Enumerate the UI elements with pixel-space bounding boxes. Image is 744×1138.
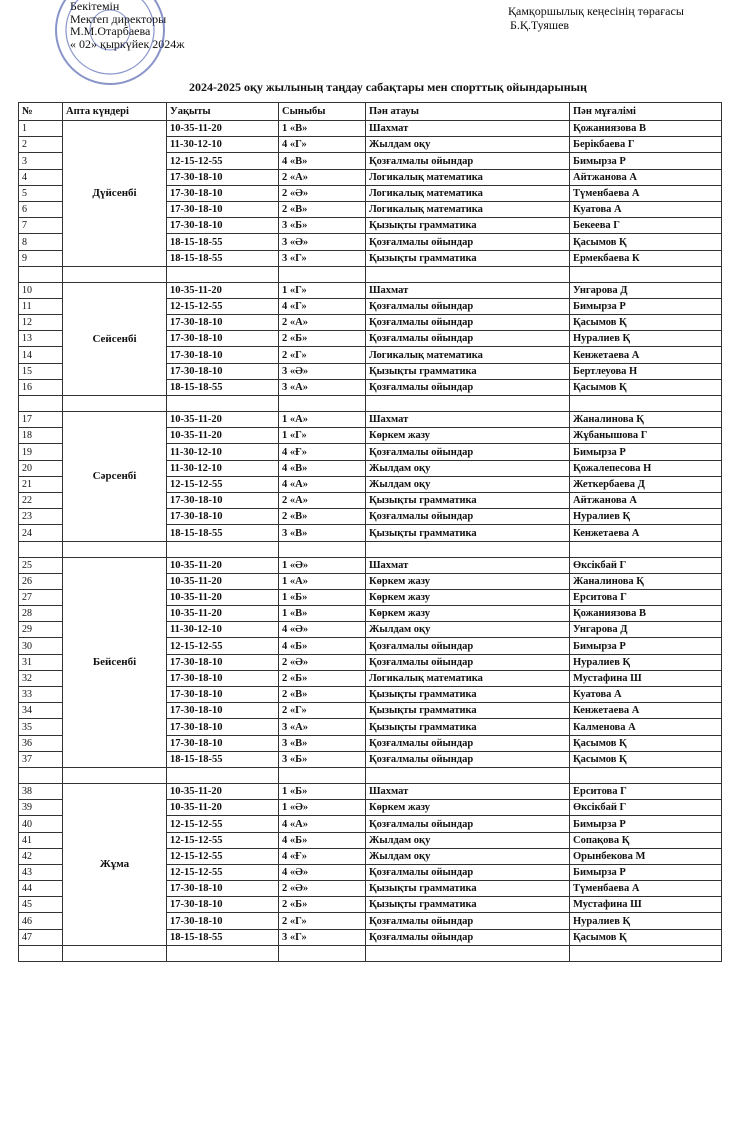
class-cell: 4 «Г»	[279, 298, 366, 314]
empty-cell	[279, 396, 366, 412]
teacher-cell: Берікбаева Г	[570, 137, 722, 153]
empty-cell	[570, 767, 722, 783]
teacher-cell: Нуралиев Қ	[570, 509, 722, 525]
weekday-cell: Жұма	[63, 783, 167, 945]
teacher-cell: Кенжетаева А	[570, 525, 722, 541]
empty-cell	[366, 945, 570, 961]
table-row	[19, 412, 722, 428]
teacher-cell: Жаналинова Қ	[570, 412, 722, 428]
subject-cell: Жылдам оқу	[366, 848, 570, 864]
teacher-cell: Сопақова Қ	[570, 832, 722, 848]
class-cell: 3 «Б»	[279, 751, 366, 767]
subject-cell: Көркем жазу	[366, 606, 570, 622]
subject-cell: Қозғалмалы ойындар	[366, 913, 570, 929]
row-number: 30	[19, 638, 63, 654]
time-cell: 12-15-12-55	[167, 848, 279, 864]
class-cell: 3 «Ә»	[279, 363, 366, 379]
teacher-cell: Қасымов Қ	[570, 315, 722, 331]
separator-row	[19, 266, 722, 282]
subject-cell: Қызықты грамматика	[366, 687, 570, 703]
subject-cell: Қозғалмалы ойындар	[366, 298, 570, 314]
time-cell: 10-35-11-20	[167, 783, 279, 799]
subject-cell: Қозғалмалы ойындар	[366, 331, 570, 347]
row-number: 33	[19, 687, 63, 703]
time-cell: 11-30-12-10	[167, 622, 279, 638]
time-cell: 17-30-18-10	[167, 201, 279, 217]
subject-cell: Қозғалмалы ойындар	[366, 379, 570, 395]
row-number: 12	[19, 315, 63, 331]
time-cell: 10-35-11-20	[167, 412, 279, 428]
row-number: 4	[19, 169, 63, 185]
subject-cell: Қозғалмалы ойындар	[366, 929, 570, 945]
time-cell: 18-15-18-55	[167, 234, 279, 250]
teacher-cell: Қожалепесова Н	[570, 460, 722, 476]
teacher-cell: Жеткербаева Д	[570, 476, 722, 492]
time-cell: 17-30-18-10	[167, 913, 279, 929]
subject-cell: Қозғалмалы ойындар	[366, 638, 570, 654]
row-number: 15	[19, 363, 63, 379]
teacher-cell: Бекеева Г	[570, 218, 722, 234]
teacher-cell: Қасымов Қ	[570, 379, 722, 395]
separator-row	[19, 767, 722, 783]
teacher-cell: Унгарова Д	[570, 622, 722, 638]
empty-cell	[570, 396, 722, 412]
empty-cell	[366, 767, 570, 783]
class-cell: 4 «А»	[279, 816, 366, 832]
row-number: 22	[19, 492, 63, 508]
teacher-cell: Өксікбай Г	[570, 557, 722, 573]
time-cell: 12-15-12-55	[167, 298, 279, 314]
teacher-cell: Қасымов Қ	[570, 751, 722, 767]
subject-cell: Логикалық математика	[366, 347, 570, 363]
row-number: 29	[19, 622, 63, 638]
class-cell: 4 «Б»	[279, 832, 366, 848]
time-cell: 10-35-11-20	[167, 606, 279, 622]
separator-row	[19, 541, 722, 557]
time-cell: 17-30-18-10	[167, 347, 279, 363]
row-number: 20	[19, 460, 63, 476]
subject-cell: Қызықты грамматика	[366, 250, 570, 266]
teacher-cell: Түменбаева А	[570, 881, 722, 897]
subject-cell: Қызықты грамматика	[366, 363, 570, 379]
time-cell: 12-15-12-55	[167, 816, 279, 832]
time-cell: 11-30-12-10	[167, 137, 279, 153]
subject-cell: Қозғалмалы ойындар	[366, 735, 570, 751]
time-cell: 17-30-18-10	[167, 509, 279, 525]
subject-cell: Қызықты грамматика	[366, 881, 570, 897]
teacher-cell: Калменова А	[570, 719, 722, 735]
time-cell: 18-15-18-55	[167, 379, 279, 395]
teacher-cell: Ерситова Г	[570, 783, 722, 799]
class-cell: 2 «А»	[279, 492, 366, 508]
empty-cell	[570, 945, 722, 961]
class-cell: 1 «Б»	[279, 783, 366, 799]
time-cell: 10-35-11-20	[167, 589, 279, 605]
approval-block	[70, 0, 185, 50]
row-number: 31	[19, 654, 63, 670]
row-number: 25	[19, 557, 63, 573]
class-cell: 3 «Г»	[279, 929, 366, 945]
subject-cell: Көркем жазу	[366, 800, 570, 816]
time-cell: 12-15-12-55	[167, 153, 279, 169]
teacher-cell: Қасымов Қ	[570, 929, 722, 945]
row-number: 7	[19, 218, 63, 234]
document-title: 2024-2025 оқу жылының таңдау сабақтары мен спорттық ойындарының	[189, 80, 587, 94]
class-cell: 3 «В»	[279, 735, 366, 751]
subject-cell: Қызықты грамматика	[366, 492, 570, 508]
empty-cell	[279, 541, 366, 557]
class-cell: 1 «А»	[279, 573, 366, 589]
time-cell: 17-30-18-10	[167, 363, 279, 379]
teacher-cell: Унгарова Д	[570, 282, 722, 298]
class-cell: 1 «А»	[279, 412, 366, 428]
row-number: 17	[19, 412, 63, 428]
row-number: 3	[19, 153, 63, 169]
teacher-cell: Бимырза Р	[570, 864, 722, 880]
row-number: 24	[19, 525, 63, 541]
class-cell: 1 «Б»	[279, 589, 366, 605]
empty-cell	[63, 767, 167, 783]
weekday-cell: Сәрсенбі	[63, 412, 167, 542]
subject-cell: Қызықты грамматика	[366, 897, 570, 913]
time-cell: 17-30-18-10	[167, 719, 279, 735]
empty-cell	[570, 266, 722, 282]
teacher-cell: Куатова А	[570, 687, 722, 703]
teacher-cell: Түменбаева А	[570, 185, 722, 201]
class-cell: 4 «А»	[279, 476, 366, 492]
teacher-cell: Өксікбай Г	[570, 800, 722, 816]
class-cell: 4 «Г»	[279, 137, 366, 153]
subject-cell: Көркем жазу	[366, 428, 570, 444]
time-cell: 18-15-18-55	[167, 751, 279, 767]
subject-cell: Көркем жазу	[366, 573, 570, 589]
row-number: 43	[19, 864, 63, 880]
teacher-cell: Орынбекова М	[570, 848, 722, 864]
subject-cell: Қозғалмалы ойындар	[366, 153, 570, 169]
row-number: 10	[19, 282, 63, 298]
time-cell: 17-30-18-10	[167, 897, 279, 913]
teacher-cell: Нуралиев Қ	[570, 331, 722, 347]
class-cell: 2 «Ә»	[279, 185, 366, 201]
subject-cell: Қозғалмалы ойындар	[366, 864, 570, 880]
empty-cell	[167, 767, 279, 783]
teacher-cell: Бимырза Р	[570, 638, 722, 654]
subject-cell: Қызықты грамматика	[366, 719, 570, 735]
class-cell: 3 «А»	[279, 379, 366, 395]
teacher-cell: Ермекбаева К	[570, 250, 722, 266]
teacher-cell: Жаналинова Қ	[570, 573, 722, 589]
col-header-subject: Пән атауы	[366, 103, 570, 121]
row-number: 13	[19, 331, 63, 347]
time-cell: 12-15-12-55	[167, 476, 279, 492]
subject-cell: Шахмат	[366, 282, 570, 298]
class-cell: 2 «Б»	[279, 897, 366, 913]
row-number: 36	[19, 735, 63, 751]
col-header-day: Апта күндері	[63, 103, 167, 121]
empty-cell	[366, 541, 570, 557]
class-cell: 3 «А»	[279, 719, 366, 735]
teacher-cell: Кенжетаева А	[570, 347, 722, 363]
time-cell: 17-30-18-10	[167, 735, 279, 751]
subject-cell: Шахмат	[366, 557, 570, 573]
time-cell: 17-30-18-10	[167, 492, 279, 508]
row-number: 38	[19, 783, 63, 799]
schedule-table	[18, 102, 722, 962]
time-cell: 12-15-12-55	[167, 638, 279, 654]
subject-cell: Шахмат	[366, 412, 570, 428]
subject-cell: Қозғалмалы ойындар	[366, 234, 570, 250]
class-cell: 2 «В»	[279, 687, 366, 703]
class-cell: 4 «В»	[279, 153, 366, 169]
class-cell: 1 «Ә»	[279, 557, 366, 573]
empty-cell	[63, 945, 167, 961]
table-row	[19, 121, 722, 137]
time-cell: 17-30-18-10	[167, 169, 279, 185]
teacher-cell: Қасымов Қ	[570, 234, 722, 250]
class-cell: 3 «Г»	[279, 250, 366, 266]
time-cell: 10-35-11-20	[167, 573, 279, 589]
time-cell: 11-30-12-10	[167, 444, 279, 460]
time-cell: 12-15-12-55	[167, 832, 279, 848]
subject-cell: Жылдам оқу	[366, 622, 570, 638]
row-number: 23	[19, 509, 63, 525]
class-cell: 4 «В»	[279, 460, 366, 476]
time-cell: 18-15-18-55	[167, 929, 279, 945]
empty-cell	[279, 945, 366, 961]
class-cell: 3 «В»	[279, 525, 366, 541]
class-cell: 1 «Г»	[279, 282, 366, 298]
row-number: 42	[19, 848, 63, 864]
approval-line: Мектеп директоры	[70, 11, 167, 26]
council-title: Қамқоршылық кеңесінің төрағасы	[508, 4, 684, 18]
empty-cell	[167, 541, 279, 557]
time-cell: 11-30-12-10	[167, 460, 279, 476]
class-cell: 4 «Б»	[279, 638, 366, 654]
time-cell: 17-30-18-10	[167, 315, 279, 331]
table-row	[19, 282, 722, 298]
approval-line: « 02» қыркүйек 2024ж	[70, 36, 185, 51]
teacher-cell: Бертлеуова Н	[570, 363, 722, 379]
subject-cell: Шахмат	[366, 783, 570, 799]
class-cell: 4 «Ә»	[279, 622, 366, 638]
time-cell: 10-35-11-20	[167, 800, 279, 816]
class-cell: 1 «Ә»	[279, 800, 366, 816]
empty-cell	[167, 945, 279, 961]
row-number: 37	[19, 751, 63, 767]
class-cell: 3 «Ә»	[279, 234, 366, 250]
row-number: 5	[19, 185, 63, 201]
subject-cell: Шахмат	[366, 121, 570, 137]
class-cell: 4 «Ә»	[279, 864, 366, 880]
subject-cell: Қозғалмалы ойындар	[366, 654, 570, 670]
class-cell: 2 «Б»	[279, 670, 366, 686]
row-number: 32	[19, 670, 63, 686]
row-number: 41	[19, 832, 63, 848]
time-cell: 17-30-18-10	[167, 185, 279, 201]
table-row	[19, 783, 722, 799]
row-number: 8	[19, 234, 63, 250]
separator-row	[19, 396, 722, 412]
row-number: 18	[19, 428, 63, 444]
subject-cell: Қызықты грамматика	[366, 525, 570, 541]
row-number: 2	[19, 137, 63, 153]
row-number: 19	[19, 444, 63, 460]
separator-row	[19, 945, 722, 961]
teacher-cell: Ерситова Г	[570, 589, 722, 605]
teacher-cell: Кенжетаева А	[570, 703, 722, 719]
teacher-cell: Куатова А	[570, 201, 722, 217]
time-cell: 17-30-18-10	[167, 218, 279, 234]
approval-line: Бекітемін	[70, 0, 120, 13]
table-row	[19, 557, 722, 573]
subject-cell: Қозғалмалы ойындар	[366, 751, 570, 767]
row-number: 40	[19, 816, 63, 832]
row-number: 16	[19, 379, 63, 395]
approval-line: М.М.Отарбаева	[70, 24, 151, 38]
row-number: 11	[19, 298, 63, 314]
teacher-cell: Қожаниязова В	[570, 121, 722, 137]
row-number: 47	[19, 929, 63, 945]
empty-cell	[63, 266, 167, 282]
subject-cell: Логикалық математика	[366, 169, 570, 185]
class-cell: 2 «Г»	[279, 703, 366, 719]
row-number: 9	[19, 250, 63, 266]
teacher-cell: Мустафина Ш	[570, 670, 722, 686]
subject-cell: Қозғалмалы ойындар	[366, 816, 570, 832]
time-cell: 10-35-11-20	[167, 282, 279, 298]
time-cell: 17-30-18-10	[167, 687, 279, 703]
council-block	[508, 4, 684, 32]
teacher-cell: Нуралиев Қ	[570, 654, 722, 670]
empty-cell	[63, 541, 167, 557]
row-number: 27	[19, 589, 63, 605]
subject-cell: Қызықты грамматика	[366, 703, 570, 719]
row-number: 21	[19, 476, 63, 492]
row-number: 44	[19, 881, 63, 897]
subject-cell: Жылдам оқу	[366, 137, 570, 153]
empty-cell	[63, 396, 167, 412]
teacher-cell: Қасымов Қ	[570, 735, 722, 751]
col-header-class: Сыныбы	[279, 103, 366, 121]
empty-cell	[167, 396, 279, 412]
class-cell: 2 «В»	[279, 201, 366, 217]
class-cell: 2 «Ә»	[279, 654, 366, 670]
time-cell: 12-15-12-55	[167, 864, 279, 880]
subject-cell: Қозғалмалы ойындар	[366, 315, 570, 331]
table-header-row	[19, 103, 722, 121]
class-cell: 2 «Г»	[279, 913, 366, 929]
row-number: 34	[19, 703, 63, 719]
time-cell: 17-30-18-10	[167, 881, 279, 897]
row-number: 1	[19, 121, 63, 137]
weekday-cell: Сейсенбі	[63, 282, 167, 395]
teacher-cell: Бимырза Р	[570, 444, 722, 460]
teacher-cell: Мустафина Ш	[570, 897, 722, 913]
schedule-body	[19, 121, 722, 962]
col-header-time: Уақыты	[167, 103, 279, 121]
subject-cell: Қызықты грамматика	[366, 218, 570, 234]
row-number: 6	[19, 201, 63, 217]
row-number: 14	[19, 347, 63, 363]
class-cell: 2 «В»	[279, 509, 366, 525]
empty-cell	[19, 396, 63, 412]
class-cell: 4 «Ғ»	[279, 848, 366, 864]
empty-cell	[366, 266, 570, 282]
subject-cell: Жылдам оқу	[366, 476, 570, 492]
time-cell: 18-15-18-55	[167, 525, 279, 541]
empty-cell	[19, 541, 63, 557]
class-cell: 2 «А»	[279, 315, 366, 331]
empty-cell	[279, 767, 366, 783]
teacher-cell: Қожаниязова В	[570, 606, 722, 622]
class-cell: 2 «Г»	[279, 347, 366, 363]
col-header-num: №	[19, 103, 63, 121]
row-number: 28	[19, 606, 63, 622]
class-cell: 2 «Б»	[279, 331, 366, 347]
row-number: 46	[19, 913, 63, 929]
subject-cell: Логикалық математика	[366, 185, 570, 201]
empty-cell	[570, 541, 722, 557]
subject-cell: Жылдам оқу	[366, 832, 570, 848]
row-number: 26	[19, 573, 63, 589]
subject-cell: Логикалық математика	[366, 201, 570, 217]
empty-cell	[19, 266, 63, 282]
time-cell: 17-30-18-10	[167, 654, 279, 670]
class-cell: 1 «В»	[279, 121, 366, 137]
teacher-cell: Бимырза Р	[570, 298, 722, 314]
teacher-cell: Бимырза Р	[570, 816, 722, 832]
time-cell: 17-30-18-10	[167, 703, 279, 719]
time-cell: 17-30-18-10	[167, 670, 279, 686]
row-number: 35	[19, 719, 63, 735]
time-cell: 10-35-11-20	[167, 557, 279, 573]
col-header-teacher: Пән мұғалімі	[570, 103, 722, 121]
class-cell: 1 «В»	[279, 606, 366, 622]
empty-cell	[366, 396, 570, 412]
empty-cell	[19, 767, 63, 783]
class-cell: 2 «А»	[279, 169, 366, 185]
class-cell: 2 «Ә»	[279, 881, 366, 897]
teacher-cell: Жұбанышова Г	[570, 428, 722, 444]
subject-cell: Жылдам оқу	[366, 460, 570, 476]
time-cell: 10-35-11-20	[167, 428, 279, 444]
empty-cell	[19, 945, 63, 961]
subject-cell: Қозғалмалы ойындар	[366, 444, 570, 460]
weekday-cell: Дүйсенбі	[63, 121, 167, 267]
time-cell: 18-15-18-55	[167, 250, 279, 266]
subject-cell: Қозғалмалы ойындар	[366, 509, 570, 525]
row-number: 45	[19, 897, 63, 913]
time-cell: 10-35-11-20	[167, 121, 279, 137]
teacher-cell: Бимырза Р	[570, 153, 722, 169]
empty-cell	[167, 266, 279, 282]
class-cell: 1 «Г»	[279, 428, 366, 444]
teacher-cell: Нуралиев Қ	[570, 913, 722, 929]
row-number: 39	[19, 800, 63, 816]
empty-cell	[279, 266, 366, 282]
time-cell: 17-30-18-10	[167, 331, 279, 347]
subject-cell: Логикалық математика	[366, 670, 570, 686]
weekday-cell: Бейсенбі	[63, 557, 167, 767]
class-cell: 3 «Б»	[279, 218, 366, 234]
teacher-cell: Айтжанова А	[570, 492, 722, 508]
subject-cell: Көркем жазу	[366, 589, 570, 605]
class-cell: 4 «Ғ»	[279, 444, 366, 460]
teacher-cell: Айтжанова А	[570, 169, 722, 185]
council-chair: Б.Қ.Туяшев	[510, 18, 570, 32]
